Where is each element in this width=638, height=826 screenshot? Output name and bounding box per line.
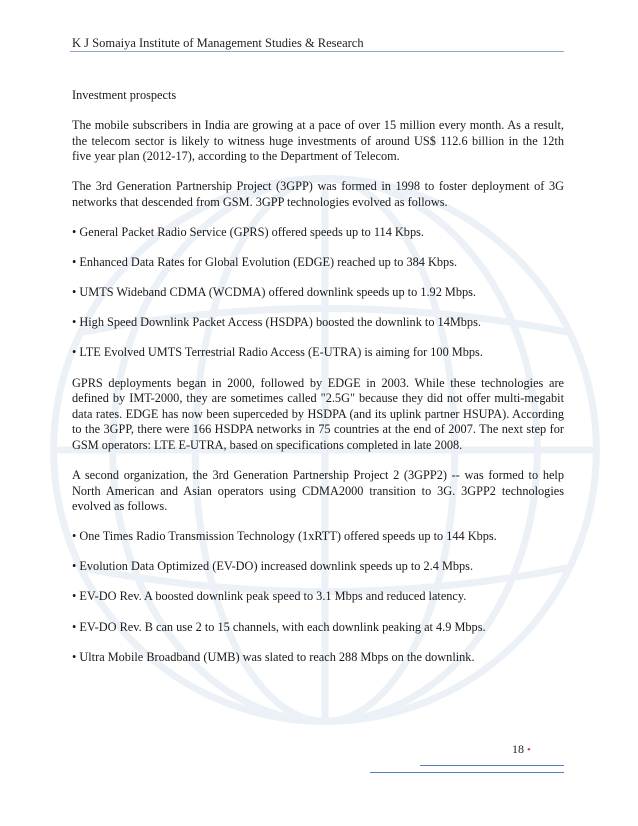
footer-divider-upper [420,765,564,766]
paragraph-investment: The mobile subscribers in India are growing at a pace of over 15 million every month. As a result, the telecom sector is likely to witness huge investments of around US$ 112.6 billion in the 12th five year plan (2012-17), according to the Department of Telecom. [72,118,564,164]
bullet-gprs: • General Packet Radio Service (GPRS) offered speeds up to 114 Kbps. [72,225,424,240]
header-divider [70,51,564,52]
section-heading: Investment prospects [72,88,177,102]
page-header: K J Somaiya Institute of Management Studies & Research [72,36,364,50]
paragraph-3gpp2-intro: A second organization, the 3rd Generation Partnership Project 2 (3GPP2) -- was formed to help North American and Asian operators using CDMA2000 transition to 3G. 3GPP2 technologies evolved as follows. [72,468,564,514]
paragraph-gprs-deployments: GPRS deployments began in 2000, followed by EDGE in 2003. While these technologies are defined by IMT-2000, they are sometimes called "2.5G" because they did not offer multi-megabit data rates. EDGE has now been superceded by HSDPA (and its uplink partner HSUPA). According to the 3GPP, there were 166 HSDPA networks in 75 countries at the end of 2007. The next step for GSM operators: LTE E-UTRA, based on specifications completed in late 2008. [72,375,564,452]
bullet-ev-do-rev-a: • EV-DO Rev. A boosted downlink peak speed to 3.1 Mbps and reduced latency. [72,589,467,604]
paragraph-3gpp-intro: The 3rd Generation Partnership Project (3GPP) was formed in 1998 to foster deployment of 3G networks that descended from GSM. 3GPP technologies evolved as follows. [72,179,564,209]
bullet-hsdpa: • High Speed Downlink Packet Access (HSDPA) boosted the downlink to 14Mbps. [72,315,481,330]
bullet-ev-do-rev-b: • EV-DO Rev. B can use 2 to 15 channels, with each downlink peaking at 4.9 Mbps. [72,619,486,634]
bullet-lte: • LTE Evolved UMTS Terrestrial Radio Access (E-UTRA) is aiming for 100 Mbps. [72,345,483,360]
page-number [512,742,531,757]
bullet-umb: • Ultra Mobile Broadband (UMB) was slated to reach 288 Mbps on the downlink. [72,649,475,664]
footer-divider-lower [370,772,564,773]
page-number-dot: • [527,744,531,756]
bullet-wcdma: • UMTS Wideband CDMA (WCDMA) offered downlink speeds up to 1.92 Mbps. [72,285,477,300]
bullet-1xrtt: • One Times Radio Transmission Technology (1xRTT) offered speeds up to 144 Kbps. [72,529,497,544]
bullet-edge: • Enhanced Data Rates for Global Evolution (EDGE) reached up to 384 Kbps. [72,255,458,270]
page-body [72,88,564,680]
bullet-ev-do: • Evolution Data Optimized (EV-DO) increased downlink speeds up to 2.4 Mbps. [72,559,474,574]
page-number-value: 18 [512,742,524,756]
